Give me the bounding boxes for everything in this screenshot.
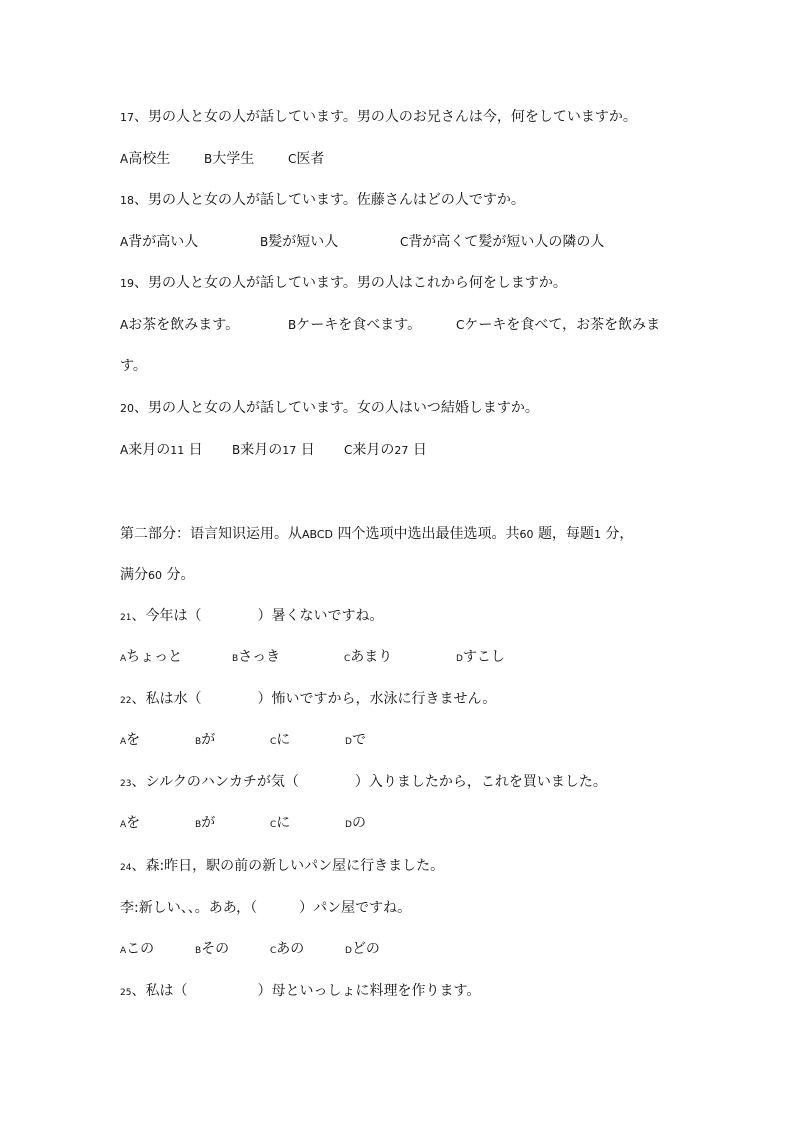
section-heading: 第二部分：语言知识运用。从ABCD 四个选项中选出最佳选项。共60 题，每题1 分，	[120, 526, 634, 542]
question-text: 、私は水（ ）怖いですから，水泳に行きません。	[131, 691, 497, 707]
question-20	[120, 399, 539, 418]
option-b: Bさっき	[232, 649, 281, 665]
option-c: C来月の27 日	[344, 442, 427, 458]
option-b: B来月の17 日	[232, 442, 315, 458]
section-heading-continuation: 满分60 分。	[120, 567, 195, 583]
option-a: A高校生	[120, 151, 171, 167]
question-18-options	[120, 233, 604, 251]
option-b: Bが	[195, 815, 216, 831]
option-c: Cに	[270, 732, 291, 748]
question-25	[120, 982, 480, 1002]
question-19-options	[120, 316, 660, 334]
option-d: Dで	[345, 732, 366, 748]
option-c: Cあの	[270, 941, 305, 957]
option-d: Dの	[345, 815, 366, 831]
question-text: 、男の人と女の人が話しています。男の人のお兄さんは今，何をしていますか。	[134, 109, 637, 125]
question-number: 18	[120, 194, 134, 207]
question-text: 、男の人と女の人が話しています。佐藤さんはどの人ですか。	[134, 192, 525, 208]
option-c: C医者	[288, 151, 325, 167]
option-a: Aを	[120, 732, 141, 748]
question-24-line2: 李:新しい、、。ああ，（ ）パン屋ですね。	[120, 900, 412, 916]
question-number: 25	[120, 988, 132, 998]
question-19-continuation: す。	[120, 358, 147, 374]
option-c: C背が高くて髪が短い人の隣の人	[400, 234, 605, 250]
question-number: 22	[120, 696, 132, 706]
option-a: Aを	[120, 815, 141, 831]
option-b: B大学生	[204, 151, 255, 167]
question-text: 、森:昨日，駅の前の新しいパン屋に行きました。	[131, 858, 445, 874]
question-text: 、シルクのハンカチが気（ ）入りましたから，これを買いました。	[131, 774, 607, 790]
option-d: Dすこし	[456, 649, 505, 665]
option-a: Aちょっと	[120, 649, 183, 665]
question-number: 21	[120, 613, 132, 623]
option-a: Aこの	[120, 941, 155, 957]
question-number: 24	[120, 863, 132, 873]
question-number: 20	[120, 402, 134, 415]
question-text: 、私は（ ）母といっしょに料理を作ります。	[131, 983, 481, 999]
question-23	[120, 773, 607, 793]
question-22	[120, 690, 496, 710]
question-23-options	[120, 814, 366, 834]
option-a: Aお茶を飲みます。	[120, 317, 240, 333]
question-number: 23	[120, 779, 132, 789]
option-b: B髪が短い人	[260, 234, 339, 250]
question-18	[120, 191, 525, 210]
question-24-options	[120, 940, 380, 960]
question-text: 、男の人と女の人が話しています。女の人はいつ結婚しますか。	[134, 400, 539, 416]
question-20-options	[120, 441, 427, 460]
option-a: A来月の11 日	[120, 442, 203, 458]
option-b: Bケーキを食べます。	[288, 317, 422, 333]
question-text: 、男の人と女の人が話しています。男の人はこれから何をしますか。	[134, 275, 567, 291]
question-21-options	[120, 648, 505, 668]
question-17	[120, 108, 637, 127]
question-number: 19	[120, 277, 134, 290]
option-b: Bその	[195, 941, 230, 957]
option-a: A背が高い人	[120, 234, 199, 250]
option-c: Cに	[270, 815, 291, 831]
question-22-options	[120, 731, 366, 751]
question-text: 、今年は（ ）暑くないですね。	[131, 608, 384, 624]
question-number: 17	[120, 111, 134, 124]
option-c: Cケーキを食べて，お茶を飲みま	[456, 317, 661, 333]
question-21	[120, 607, 383, 627]
option-d: Dどの	[345, 941, 380, 957]
option-b: Bが	[195, 732, 216, 748]
option-c: Cあまり	[344, 649, 393, 665]
question-17-options	[120, 150, 324, 168]
question-19	[120, 274, 567, 293]
question-24	[120, 857, 444, 877]
